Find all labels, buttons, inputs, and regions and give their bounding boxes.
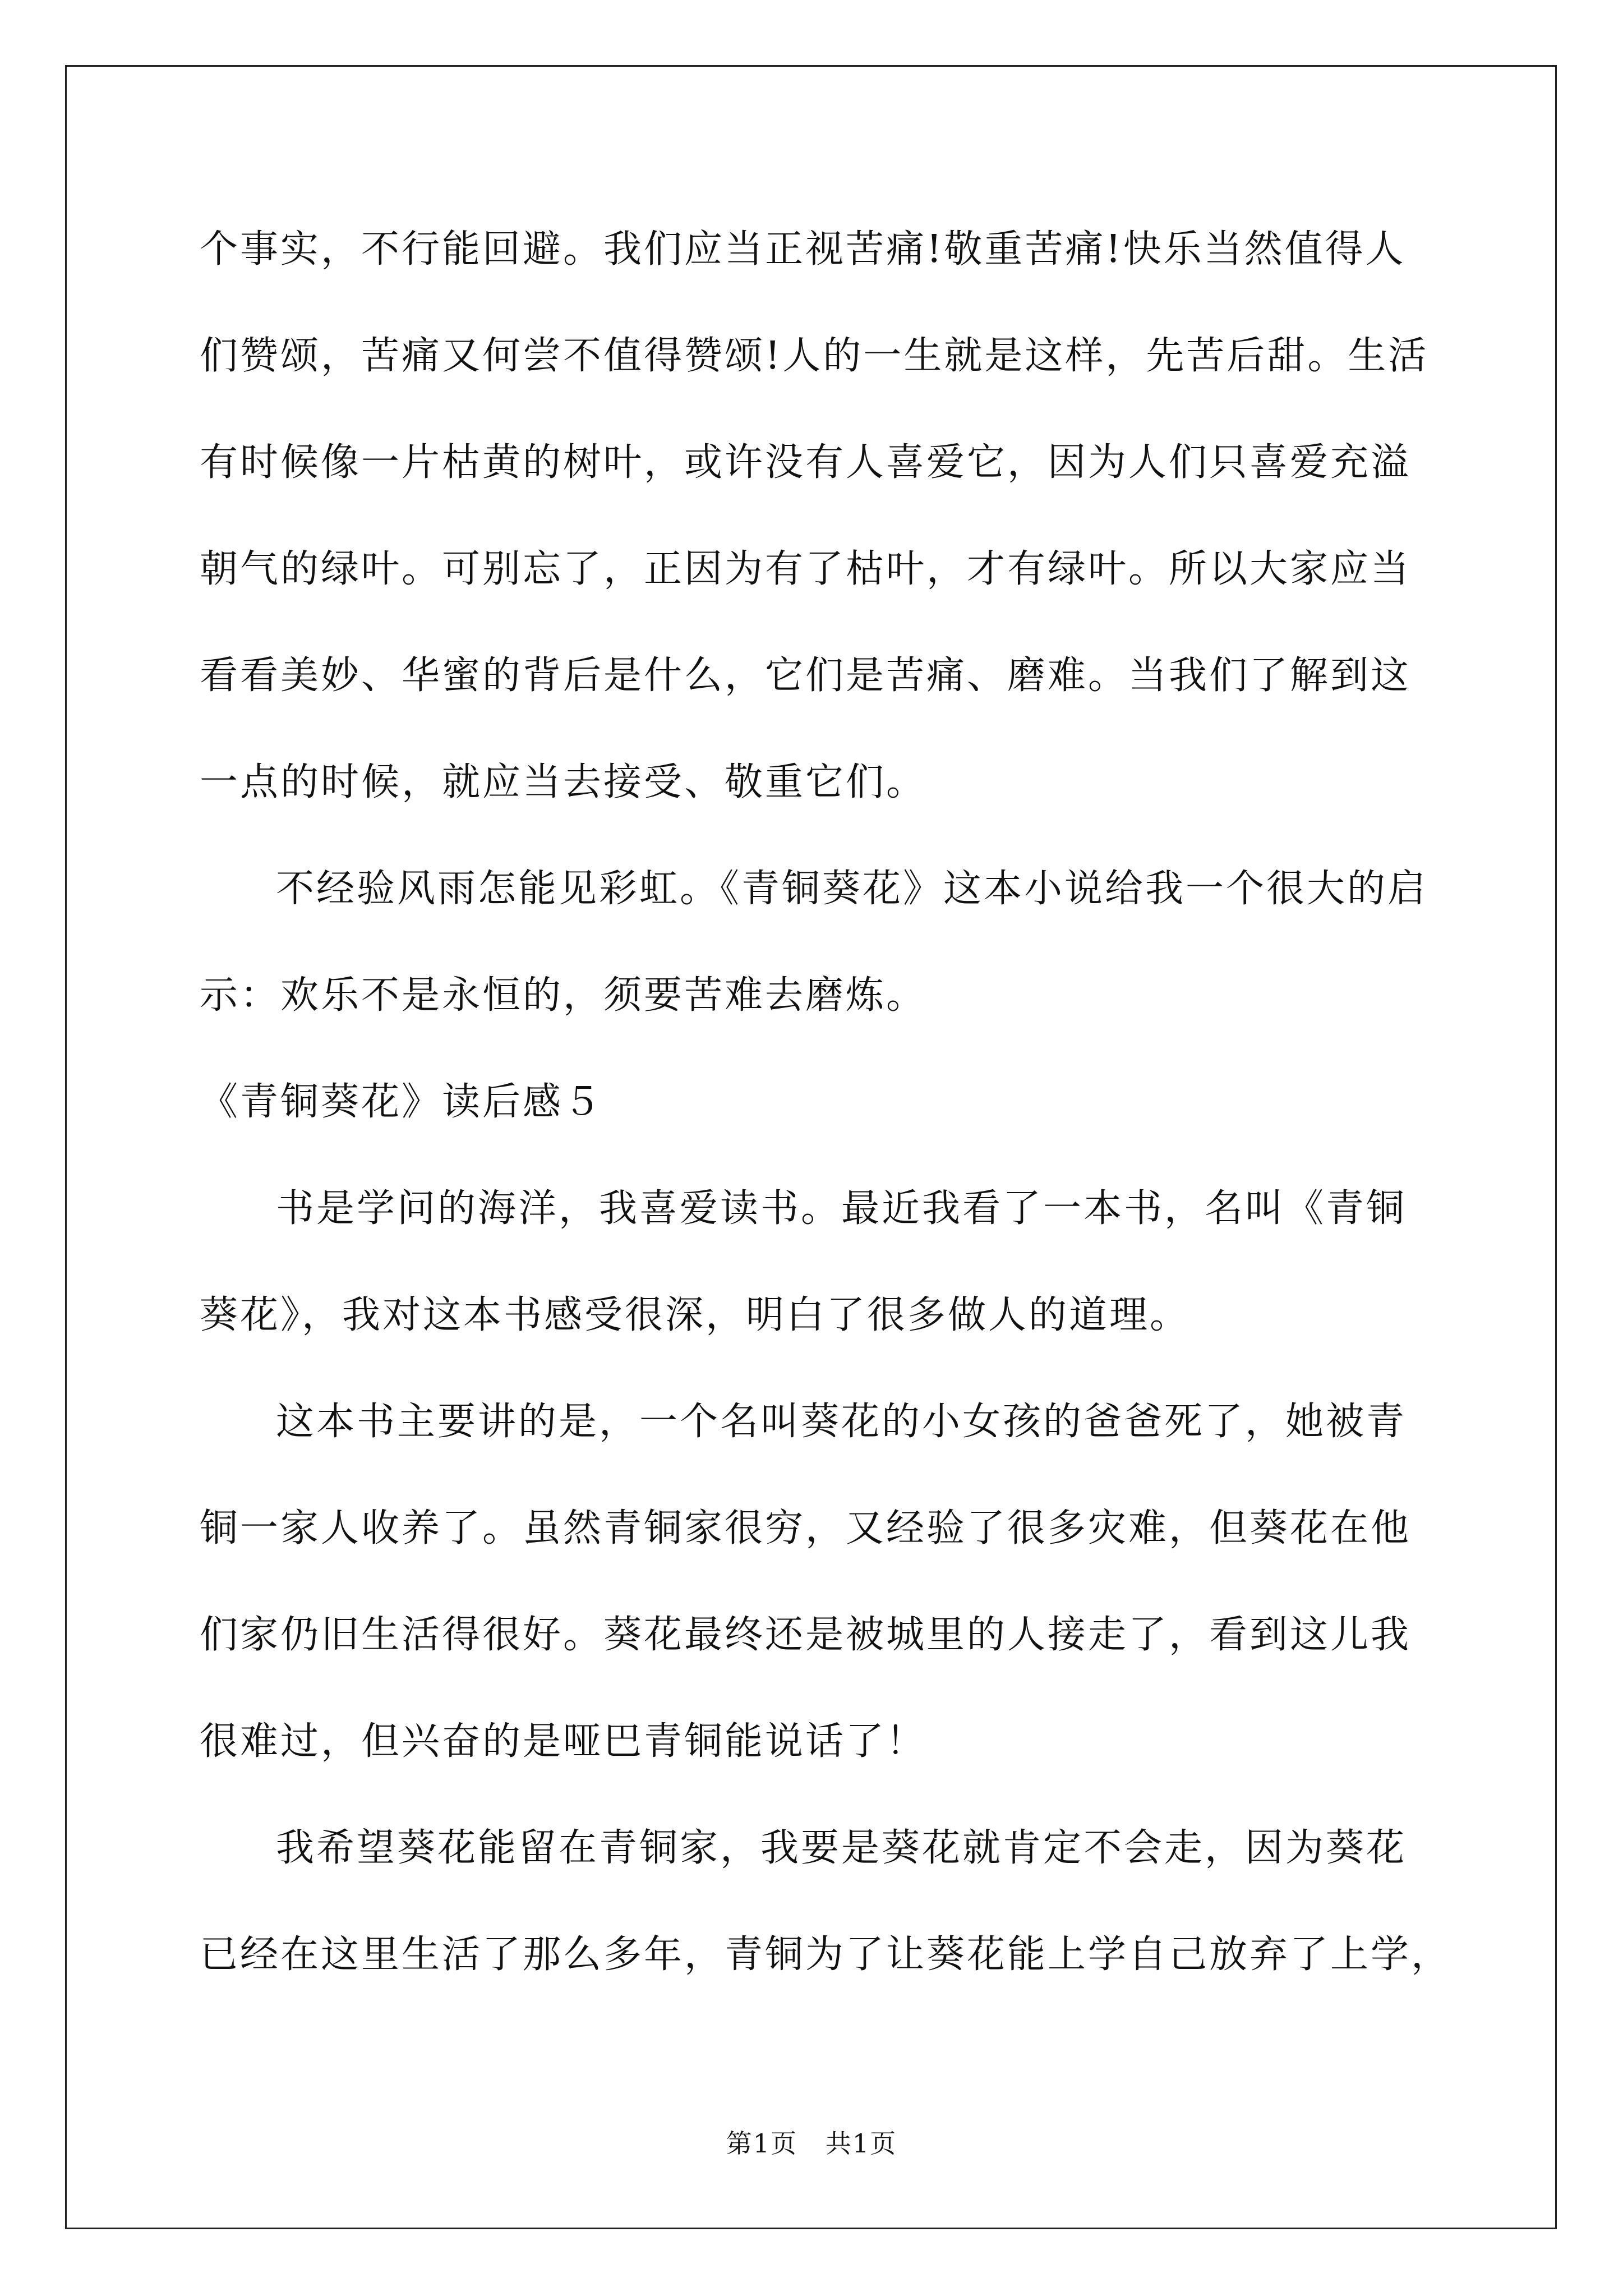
paragraph-start-line: 书是学问的海洋，我喜爱读书。最近我看了一本书，名叫《青铜 bbox=[276, 1186, 1407, 1231]
paragraph-start-line: 我希望葵花能留在青铜家，我要是葵花就肯定不会走，因为葵花 bbox=[276, 1826, 1407, 1870]
text-line: 们赞颂，苦痛又何尝不值得赞颂!人的一生就是这样，先苦后甜。生活 bbox=[200, 334, 1429, 378]
text-line: 已经在这里生活了那么多年，青铜为了让葵花能上学自己放弃了上学， bbox=[200, 1932, 1452, 1977]
paragraph-start-line: 不经验风雨怎能见彩虹。《青铜葵花》这本小说给我一个很大的启 bbox=[276, 867, 1428, 911]
text-line: 很难过，但兴奋的是哑巴青铜能说话了！ bbox=[200, 1719, 927, 1764]
page-number-footer: 第1页 共1页 bbox=[726, 2128, 897, 2159]
text-line: 铜一家人收养了。虽然青铜家很穷，又经验了很多灾难，但葵花在他 bbox=[200, 1506, 1412, 1550]
text-line: 们家仍旧生活得很好。葵花最终还是被城里的人接走了，看到这儿我 bbox=[200, 1613, 1412, 1657]
paragraph-start-line: 这本书主要讲的是，一个名叫葵花的小女孩的爸爸死了，她被青 bbox=[276, 1400, 1407, 1444]
text-line: 个事实，不行能回避。我们应当正视苦痛!敬重苦痛!快乐当然值得人 bbox=[200, 227, 1406, 272]
text-line: 示：欢乐不是永恒的，须要苦难去磨炼。 bbox=[200, 973, 927, 1018]
text-line: 朝气的绿叶。可别忘了，正因为有了枯叶，才有绿叶。所以大家应当 bbox=[200, 547, 1412, 591]
document-body bbox=[200, 196, 1452, 2008]
section-heading: 《青铜葵花》读后感５ bbox=[200, 1080, 604, 1124]
text-line: 看看美妙、华蜜的背后是什么，它们是苦痛、磨难。当我们了解到这 bbox=[200, 654, 1412, 698]
text-line: 有时候像一片枯黄的树叶，或许没有人喜爱它，因为人们只喜爱充溢 bbox=[200, 440, 1412, 485]
text-line: 一点的时候，就应当去接受、敬重它们。 bbox=[200, 760, 927, 804]
text-line: 葵花》，我对这本书感受很深，明白了很多做人的道理。 bbox=[200, 1293, 1191, 1337]
